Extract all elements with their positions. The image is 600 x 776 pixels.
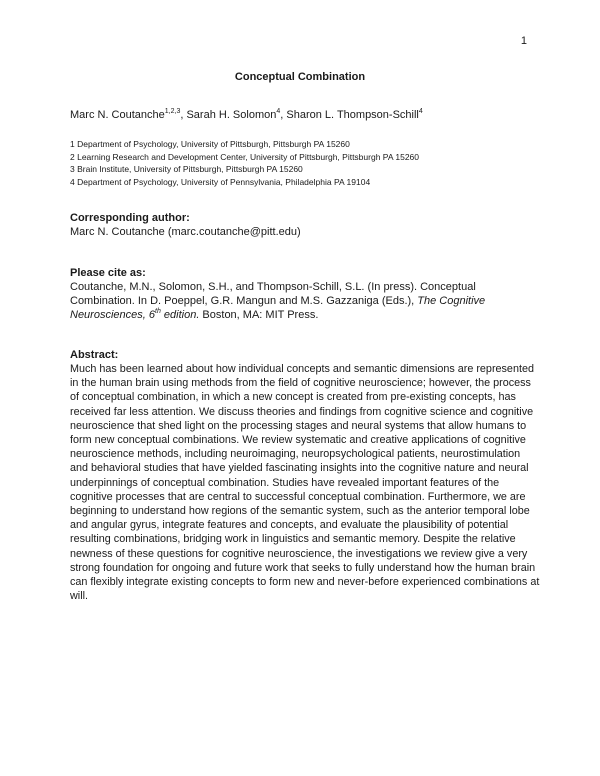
corresponding-author-text: Marc N. Coutanche (marc.coutanche@pitt.edu) [70, 226, 301, 238]
author-list [70, 109, 423, 121]
abstract-body: Much has been learned about how individual concepts and semantic dimensions are represented in the human brain using methods from the field of cognitive neuroscience; however, the process of conceptual combination, in which a new concept is created from pre-existing concepts, has received far less attention. We discuss theories and findings from cognitive science and cognitive neuroscience that shed light on the processing stages and neural systems that allow humans to form new conceptual combinations. We review systematic and creative applications of cognitive neuroscience methods, including neuroimaging, neuropsychological patients, neurostimulation and behavioral studies that have yielded fascinating insights into the cognitive nature and neural underpinnings of conceptual combination. Studies have revealed important features of the cognitive processes that are central to successful conceptual combination. Furthermore, we are beginning to understand how regions of the semantic system, such as the anterior temporal lobe and angular gyrus, integrate features and concepts, and evaluate the plausibility of potential resulting combinations, bridging work in linguistics and semantic memory. Despite the relative newness of these questions for cognitive neuroscience, the investigations we review give a very strong foundation for ongoing and future work that seeks to fully understand how the human brain can flexibly integrate existing concepts to form new and never-before experienced combinations at will. [70, 363, 540, 603]
author-name: Marc N. Coutanche [70, 109, 165, 121]
author-affiliation-marker: 4 [418, 108, 423, 115]
affiliation-list [70, 138, 419, 188]
abstract-heading: Abstract: [70, 349, 119, 361]
page-number: 1 [520, 35, 527, 47]
citation-edition-word: edition. [160, 309, 200, 321]
author-name: Sharon L. Thompson-Schill [286, 109, 419, 121]
author-affiliation-marker: 4 [276, 108, 281, 115]
author-name: Sarah H. Solomon [186, 109, 277, 121]
citation-section [70, 266, 540, 322]
author-separator: , [180, 109, 187, 121]
affiliation-item: 3 Brain Institute, University of Pittsburgh, Pittsburgh PA 15260 [70, 164, 303, 174]
author-affiliation-marker: 1,2,3 [164, 108, 181, 115]
citation-text-before: Coutanche, M.N., Solomon, S.H., and Thompson-Schill, S.L. (In press). Conceptual Combination. In D. Poeppel, G.R. Mangun and M.S. Gazzaniga (Eds.), [70, 281, 476, 307]
author-separator: , [280, 109, 287, 121]
paper-title: Conceptual Combination [234, 71, 366, 83]
affiliation-item: 4 Department of Psychology, University of Pennsylvania, Philadelphia PA 19104 [70, 176, 371, 187]
corresponding-author-heading: Corresponding author: [70, 212, 190, 224]
affiliation-item: 1 Department of Psychology, University of Pittsburgh, Pittsburgh PA 15260 [70, 139, 350, 149]
citation-edition-ordinal: th [155, 308, 161, 315]
corresponding-author-section [70, 211, 540, 239]
citation-text-after: Boston, MA: MIT Press. [199, 309, 319, 321]
citation-book-title-text: The Cognitive Neurosciences, 6 [70, 295, 486, 321]
citation-heading: Please cite as: [70, 267, 146, 279]
affiliation-item: 2 Learning Research and Development Center, University of Pittsburgh, Pittsburgh PA 15260 [70, 151, 420, 162]
abstract-section [70, 348, 540, 603]
citation-text [70, 280, 540, 322]
